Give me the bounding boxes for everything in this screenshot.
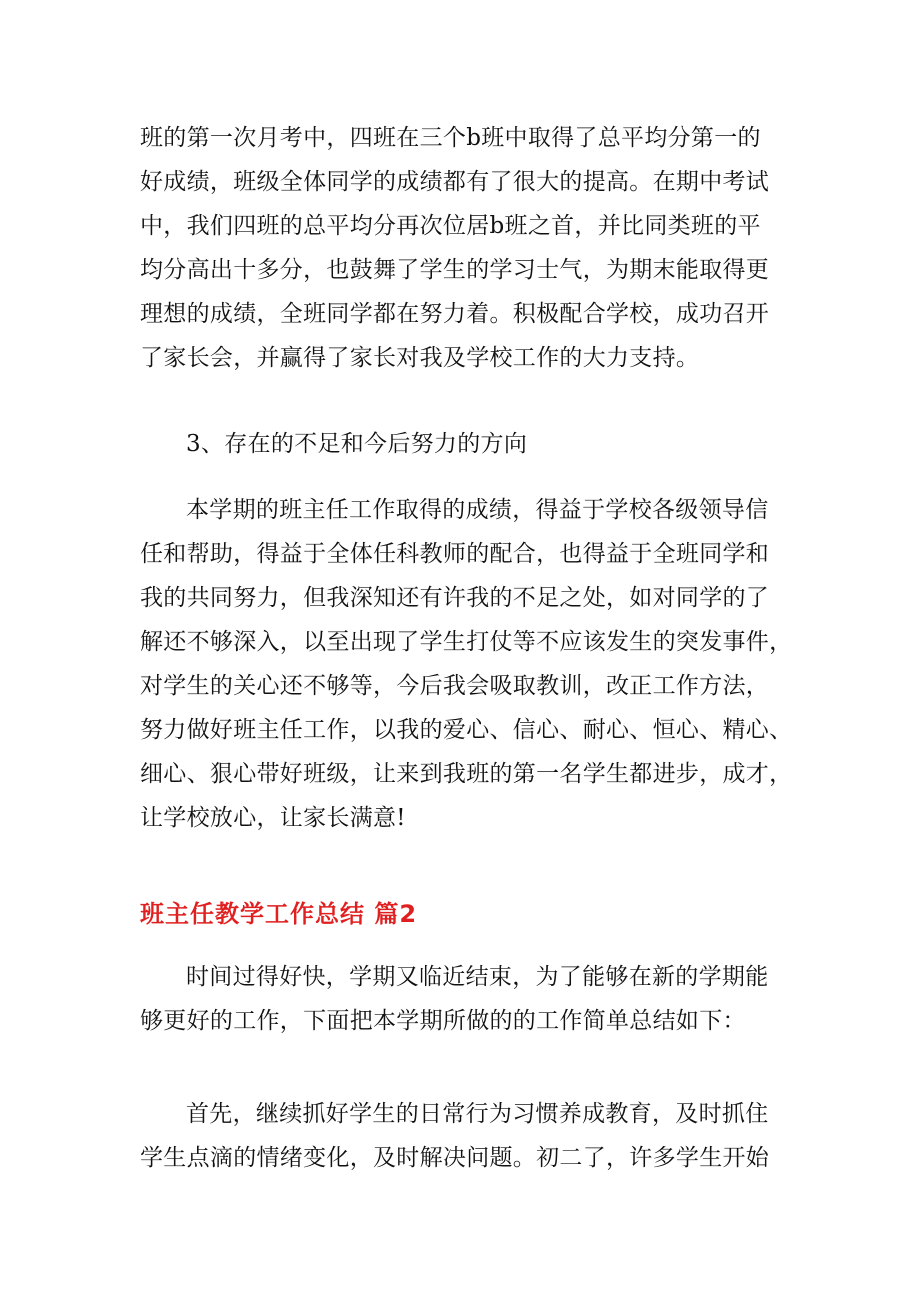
paragraph-line: 均分高出十多分，也鼓舞了学生的学习士气，为期末能取得更	[140, 257, 770, 283]
paragraph-line: 好成绩，班级全体同学的成绩都有了很大的提高。在期中考试	[140, 169, 770, 195]
paragraph-line: 首先，继续抓好学生的日常行为习惯养成教育，及时抓住	[186, 1101, 769, 1127]
paragraph-4	[140, 955, 785, 1043]
paragraph-line: 了家长会，并赢得了家长对我及学校工作的大力支持。	[140, 345, 700, 371]
numbered-subheading	[140, 422, 785, 466]
paragraph-line: 我的共同努力，但我深知还有许我的不足之处，如对同学的了	[140, 585, 770, 611]
paragraph-line: 时间过得好快，学期又临近结束，为了能够在新的学期能	[186, 964, 769, 990]
paragraph-line: 本学期的班主任工作取得的成绩，得益于学校各级领导信	[186, 497, 769, 523]
paragraph-3	[140, 488, 793, 840]
paragraph-line: 中，我们四班的总平均分再次位居b班之首，并比同类班的平	[140, 213, 761, 239]
paragraph-line: 解还不够深入，以至出现了学生打仗等不应该发生的突发事件，	[140, 629, 793, 655]
paragraph-5	[140, 1092, 785, 1180]
paragraph-line: 任和帮助，得益于全体任科教师的配合，也得益于全班同学和	[140, 541, 770, 567]
paragraph-line: 学生点滴的情绪变化，及时解决问题。初二了，许多学生开始	[140, 1145, 770, 1171]
paragraph-line: 让学校放心，让家长满意!	[140, 805, 406, 831]
section-heading: 班主任教学工作总结 篇2	[140, 900, 418, 928]
paragraph-line: 班的第一次月考中，四班在三个b班中取得了总平均分第一的	[140, 125, 761, 151]
paragraph-line: 够更好的工作，下面把本学期所做的的工作简单总结如下：	[140, 1008, 746, 1034]
paragraph-line: 细心、狠心带好班级，让来到我班的第一名学生都进步，成才，	[140, 761, 793, 787]
paragraph-line: 对学生的关心还不够等，今后我会吸取教训，改正工作方法，	[140, 673, 770, 699]
paragraph-1	[140, 116, 785, 380]
paragraph-line: 3、存在的不足和今后努力的方向	[186, 431, 528, 457]
paragraph-line: 理想的成绩，全班同学都在努力着。积极配合学校，成功召开	[140, 301, 770, 327]
paragraph-line: 努力做好班主任工作，以我的爱心、信心、耐心、恒心、精心、	[140, 717, 793, 743]
